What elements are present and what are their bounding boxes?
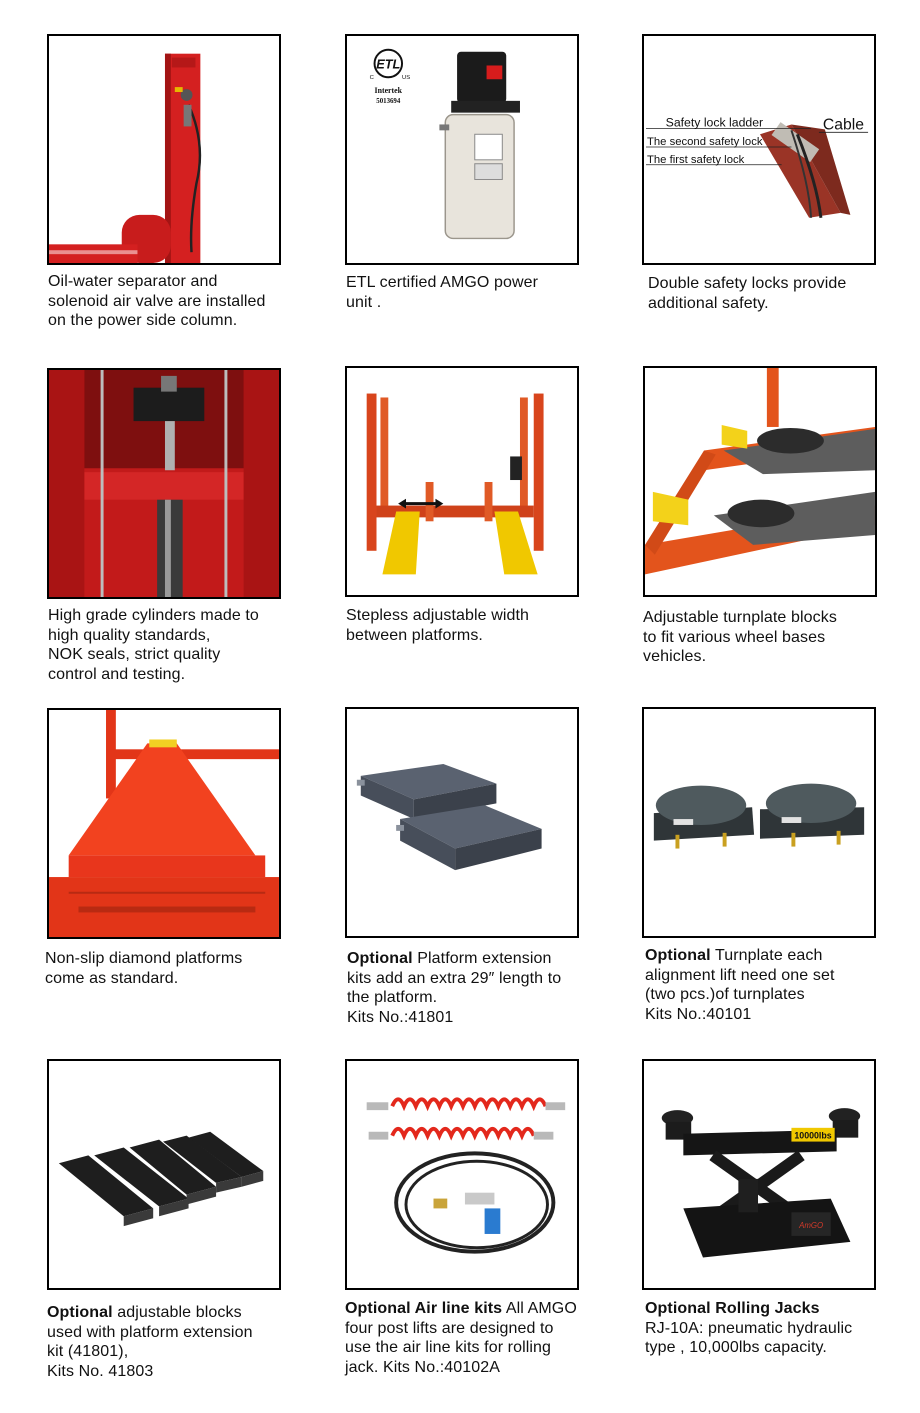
svg-text:The first safety lock: The first safety lock (646, 153, 745, 166)
photo-diamond-platform (47, 708, 281, 939)
photo-safety-locks (642, 34, 876, 265)
svg-text:ETL: ETL (376, 56, 401, 72)
caption-2: ETL certified AMGO power unit . (346, 274, 539, 311)
caption-9: Optional Turnplate each alignment lift need one set (two pcs.)of turnplates Kits No.:40101 (645, 947, 835, 1023)
svg-text:Intertek: Intertek (374, 85, 403, 95)
svg-text:10000lbs: 10000lbs (794, 1130, 832, 1141)
caption-12: Optional Rolling Jacks RJ-10A: pneumatic hydraulic type , 10,000lbs capacity. (645, 1300, 853, 1356)
svg-text:5013694: 5013694 (376, 97, 401, 105)
photo-turnplate-blocks (643, 366, 877, 597)
svg-text:AmGO: AmGO (799, 1221, 824, 1231)
caption-10: Optional adjustable blocks used with platform extension kit (41801), Kits No. 41803 (47, 1304, 253, 1380)
photo-adjustable-blocks (47, 1059, 281, 1290)
photo-air-line-kit (345, 1059, 579, 1290)
photo-rolling-jack (642, 1059, 876, 1290)
svg-text:C: C (369, 75, 374, 82)
caption-7: Non-slip diamond platforms come as standard. (45, 950, 243, 987)
caption-8: Optional Platform extension kits add an extra 29″ length to the platform. Kits No.:41801 (347, 950, 562, 1026)
caption-3: Double safety locks provide additional safety. (648, 275, 847, 312)
photo-power-column (47, 34, 281, 265)
photo-turnplates (642, 707, 876, 938)
caption-4: High grade cylinders made to high quality standards, NOK seals, strict quality control and testing. (48, 607, 259, 683)
caption-1: Oil-water separator and solenoid air valve are installed on the power side column. (48, 273, 266, 329)
caption-11: Optional Air line kits All AMGO four post lifts are designed to use the air line kits for rolling jack. Kits No.:40102A (345, 1300, 577, 1376)
svg-text:The second safety lock: The second safety lock (646, 136, 763, 149)
svg-text:Safety lock ladder: Safety lock ladder (665, 115, 764, 130)
svg-text:US: US (402, 75, 411, 82)
photo-cylinder (47, 368, 281, 599)
caption-6: Adjustable turnplate blocks to fit various wheel bases vehicles. (643, 609, 837, 665)
svg-text:Cable: Cable (822, 116, 864, 134)
photo-power-unit (345, 34, 579, 265)
photo-four-post-lift (345, 366, 579, 597)
caption-5: Stepless adjustable width between platforms. (346, 607, 530, 644)
photo-platform-extension (345, 707, 579, 938)
